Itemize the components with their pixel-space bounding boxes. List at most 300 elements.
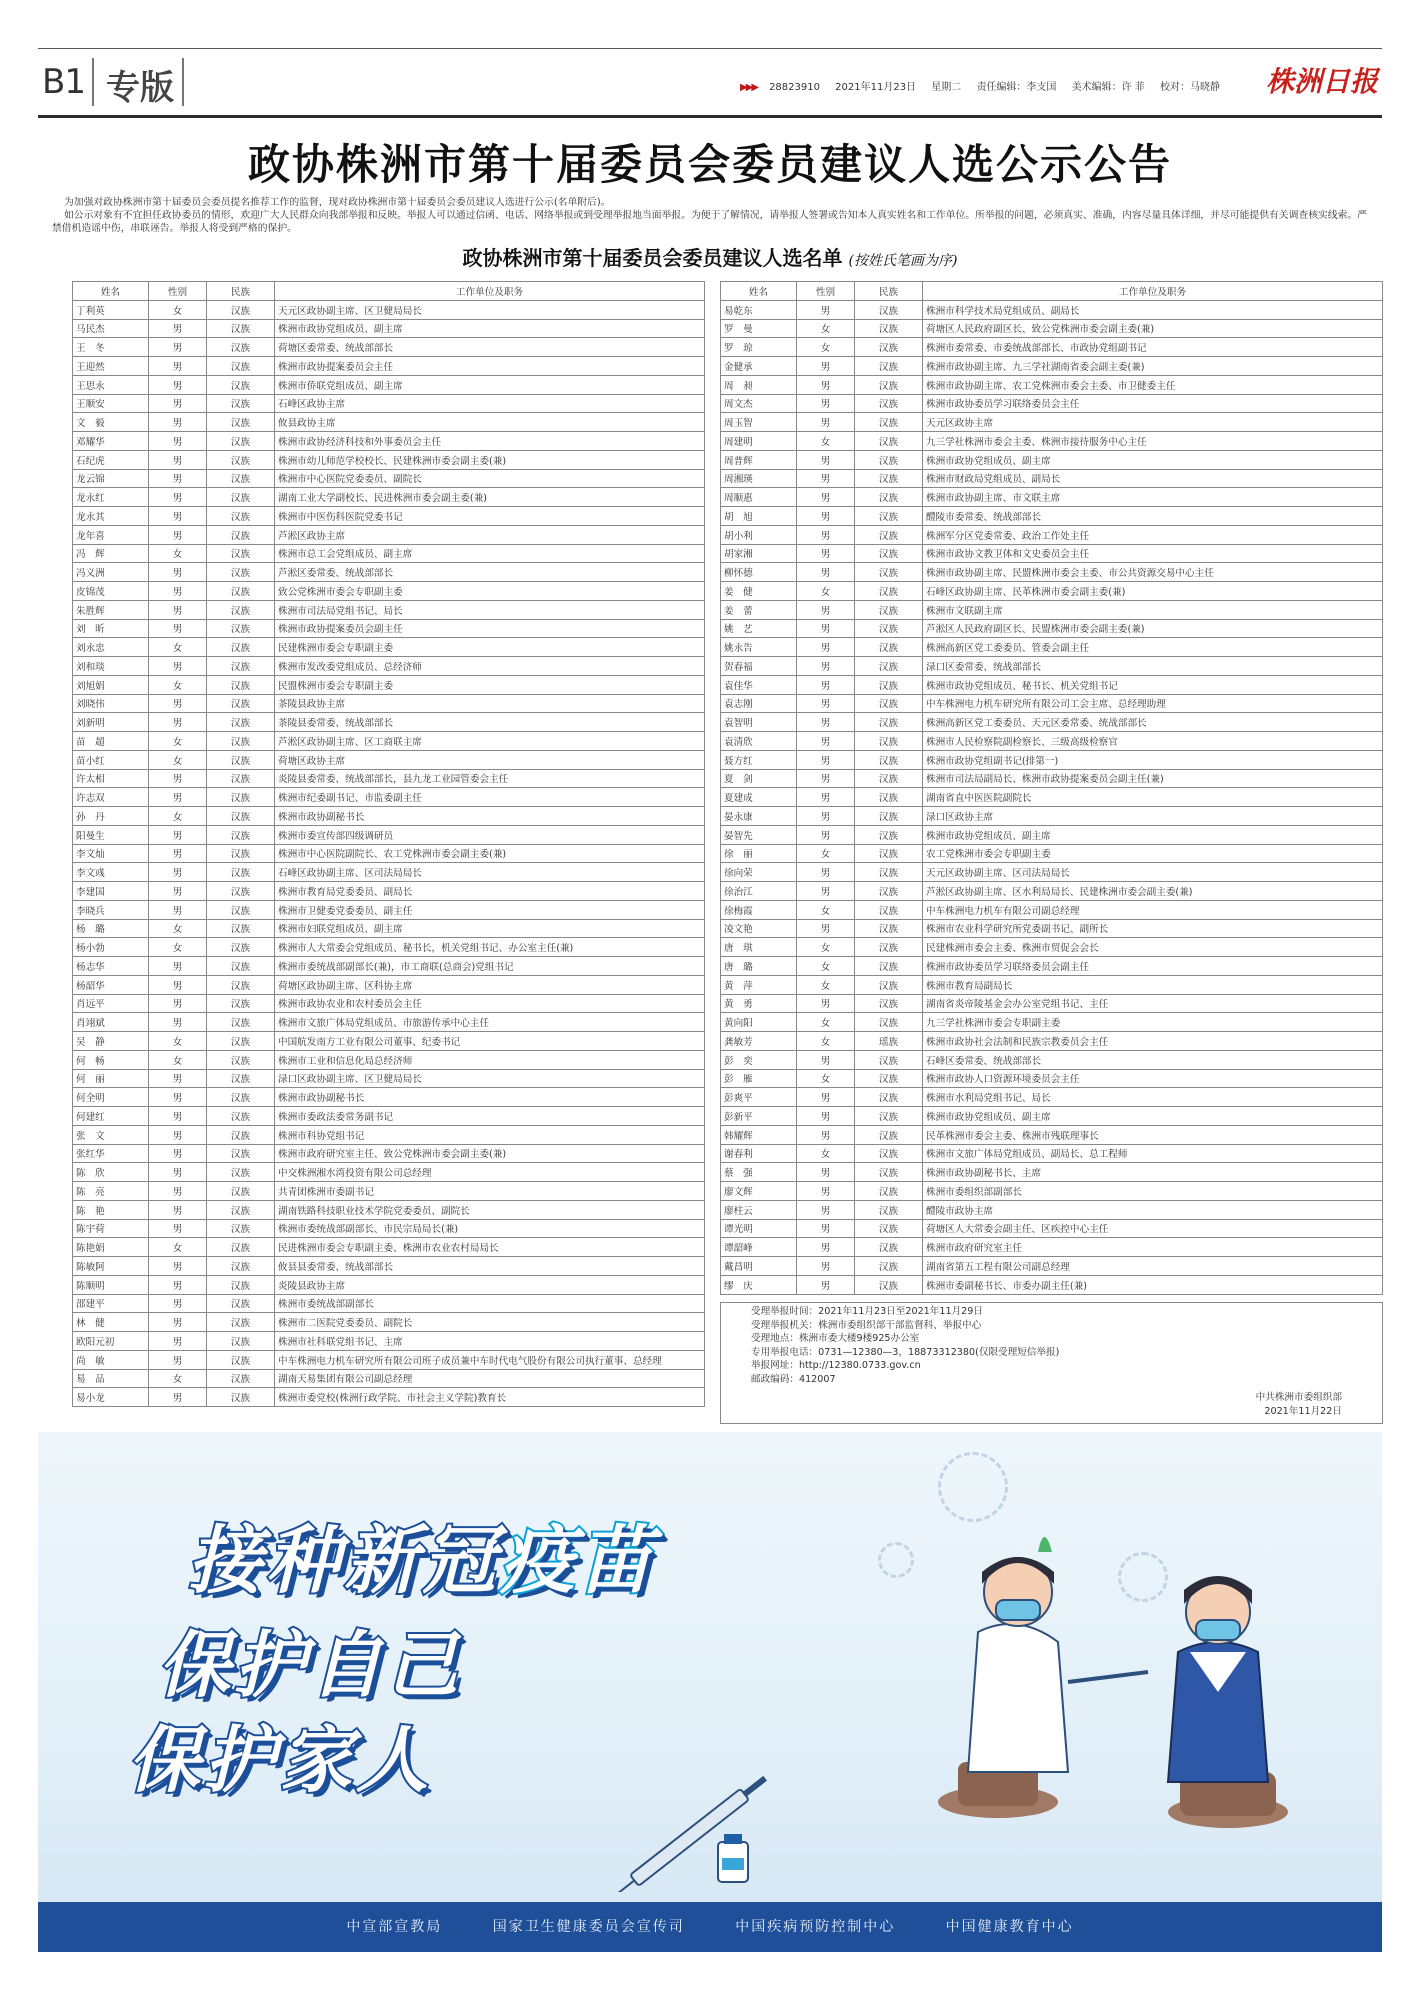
cell-name: 陈 亮 xyxy=(73,1182,149,1201)
cell-ethnicity: 汉族 xyxy=(207,544,275,563)
cell-ethnicity: 汉族 xyxy=(855,1257,923,1276)
cell-name: 袁佳华 xyxy=(721,675,797,694)
cell-gender: 男 xyxy=(149,863,207,882)
cell-name: 彭新平 xyxy=(721,1107,797,1126)
cell-ethnicity: 汉族 xyxy=(855,1238,923,1257)
table-row xyxy=(73,338,705,357)
table-row xyxy=(73,1125,705,1144)
cell-job: 湖南省直中医医院副院长 xyxy=(923,788,1383,807)
cell-job: 天元区政协主席 xyxy=(923,413,1383,432)
cell-gender: 男 xyxy=(149,507,207,526)
cell-ethnicity: 汉族 xyxy=(207,1332,275,1351)
cell-ethnicity: 汉族 xyxy=(207,788,275,807)
report-phone: 专用举报电话：0731—12380—3，18873312380(仅限受理短信举报) xyxy=(751,1346,1060,1358)
cell-name: 龙年喜 xyxy=(73,525,149,544)
cell-gender: 男 xyxy=(149,1107,207,1126)
cell-name: 陈 艳 xyxy=(73,1200,149,1219)
cell-job: 湖南工业大学副校长、民进株洲市委会副主委(兼) xyxy=(275,488,705,507)
cell-job: 炎陵县委常委、统战部部长，县九龙工业园管委会主任 xyxy=(275,769,705,788)
cell-job: 株洲市政协副秘书长 xyxy=(275,1088,705,1107)
cell-gender: 男 xyxy=(149,582,207,601)
cell-name: 李建国 xyxy=(73,882,149,901)
cell-ethnicity: 汉族 xyxy=(855,469,923,488)
cell-gender: 男 xyxy=(797,1238,855,1257)
cell-job: 石峰区委常委、统战部部长 xyxy=(923,1050,1383,1069)
cell-gender: 男 xyxy=(149,788,207,807)
cell-name: 廖柱云 xyxy=(721,1200,797,1219)
cell-gender: 女 xyxy=(797,1013,855,1032)
cell-job: 株洲市文联副主席 xyxy=(923,600,1383,619)
cell-gender: 男 xyxy=(149,769,207,788)
table-row xyxy=(73,1163,705,1182)
cell-name: 龙永其 xyxy=(73,507,149,526)
cell-gender: 女 xyxy=(797,338,855,357)
cell-name: 孙 丹 xyxy=(73,807,149,826)
cell-job: 株洲市政协党组成员、副主席 xyxy=(923,450,1383,469)
table-row xyxy=(73,394,705,413)
table-row xyxy=(721,469,1383,488)
cell-job: 石峰区政协主席 xyxy=(275,394,705,413)
cell-ethnicity: 汉族 xyxy=(207,994,275,1013)
cell-gender: 男 xyxy=(149,1294,207,1313)
cell-job: 株洲市政协副主席、市文联主席 xyxy=(923,488,1383,507)
cell-ethnicity: 汉族 xyxy=(207,375,275,394)
cell-job: 株洲市教育局副局长 xyxy=(923,975,1383,994)
cell-name: 欧阳元初 xyxy=(73,1332,149,1351)
cell-ethnicity: 汉族 xyxy=(207,713,275,732)
cell-job: 荷塘区政协主席 xyxy=(275,750,705,769)
col-job: 工作单位及职务 xyxy=(923,282,1383,301)
cell-ethnicity: 汉族 xyxy=(855,713,923,732)
cell-job: 株洲市政协经济科技和外事委员会主任 xyxy=(275,432,705,451)
cell-gender: 男 xyxy=(149,1144,207,1163)
cell-ethnicity: 汉族 xyxy=(207,563,275,582)
table-row xyxy=(73,525,705,544)
cell-gender: 男 xyxy=(797,638,855,657)
table-row xyxy=(73,975,705,994)
cell-ethnicity: 汉族 xyxy=(207,619,275,638)
virus-icon xyxy=(878,1542,914,1578)
cell-job: 芦淞区委常委、统战部部长 xyxy=(275,563,705,582)
cell-job: 荷塘区人大常委会副主任、区疾控中心主任 xyxy=(923,1219,1383,1238)
table-row xyxy=(721,844,1383,863)
cell-name: 陈 欣 xyxy=(73,1163,149,1182)
col-job: 工作单位及职务 xyxy=(275,282,705,301)
slogan-line-1 xyxy=(188,1502,656,1608)
sponsor-bar xyxy=(38,1902,1382,1952)
cell-job: 株洲市政协党组成员、副主席 xyxy=(923,1107,1383,1126)
cell-name: 杨小勃 xyxy=(73,938,149,957)
list-note: (按姓氏笔画为序) xyxy=(848,253,958,269)
cell-ethnicity: 汉族 xyxy=(855,900,923,919)
cell-gender: 女 xyxy=(149,1369,207,1388)
table-row xyxy=(73,1107,705,1126)
masthead xyxy=(38,48,1382,118)
cell-gender: 男 xyxy=(797,694,855,713)
cell-name: 姚 艺 xyxy=(721,619,797,638)
cell-gender: 男 xyxy=(797,1275,855,1294)
cell-name: 杨志华 xyxy=(73,957,149,976)
cell-name: 吴 静 xyxy=(73,1032,149,1051)
cell-name: 晏智先 xyxy=(721,825,797,844)
cell-gender: 男 xyxy=(149,1332,207,1351)
cell-name: 贺春福 xyxy=(721,657,797,676)
cell-job: 株洲市政协党组成员、秘书长、机关党组书记 xyxy=(923,675,1383,694)
table-row xyxy=(721,919,1383,938)
cell-job: 株洲市政协副秘书长、主席 xyxy=(923,1163,1383,1182)
cell-ethnicity: 汉族 xyxy=(855,807,923,826)
table-row xyxy=(73,375,705,394)
vaccine-syringe-icon xyxy=(598,1762,798,1892)
cell-gender: 男 xyxy=(149,657,207,676)
cell-job: 株洲市政府研究室主任、致公党株洲市委会副主委(兼) xyxy=(275,1144,705,1163)
cell-name: 黄 勇 xyxy=(721,994,797,1013)
table-row xyxy=(73,900,705,919)
cell-job: 株洲市政府研究室主任 xyxy=(923,1238,1383,1257)
cell-name: 凌文艳 xyxy=(721,919,797,938)
cell-ethnicity: 汉族 xyxy=(207,844,275,863)
cell-name: 何 丽 xyxy=(73,1069,149,1088)
table-row xyxy=(73,582,705,601)
cell-job: 株洲市科学技术局党组成员、副局长 xyxy=(923,300,1383,319)
cell-job: 株洲市教育局党委委员、副局长 xyxy=(275,882,705,901)
cell-ethnicity: 汉族 xyxy=(855,1107,923,1126)
phone: 28823910 xyxy=(769,82,820,93)
cell-name: 许太相 xyxy=(73,769,149,788)
cell-ethnicity: 汉族 xyxy=(207,1219,275,1238)
cell-ethnicity: 汉族 xyxy=(855,582,923,601)
cell-ethnicity: 汉族 xyxy=(855,1182,923,1201)
cell-job: 渌口区政协副主席、区卫健局局长 xyxy=(275,1069,705,1088)
list-title xyxy=(0,242,1420,271)
cell-name: 周湘瑛 xyxy=(721,469,797,488)
table-row xyxy=(73,732,705,751)
cell-gender: 女 xyxy=(797,975,855,994)
sponsor: 中宣部宣教局 xyxy=(346,1919,443,1935)
cell-gender: 男 xyxy=(149,619,207,638)
table-row xyxy=(721,975,1383,994)
report-agency: 受理举报机关：株洲市委组织部干部监督科、举报中心 xyxy=(751,1319,982,1331)
cell-name: 陈敏阿 xyxy=(73,1257,149,1276)
cell-name: 谢春利 xyxy=(721,1144,797,1163)
cell-ethnicity: 汉族 xyxy=(207,469,275,488)
cell-gender: 男 xyxy=(149,994,207,1013)
cell-gender: 男 xyxy=(149,1257,207,1276)
table-row xyxy=(73,1200,705,1219)
cell-ethnicity: 汉族 xyxy=(207,450,275,469)
editor: 责任编辑：李支国 xyxy=(976,82,1057,93)
cell-ethnicity: 汉族 xyxy=(855,919,923,938)
cell-job: 株洲市工业和信息化局总经济师 xyxy=(275,1050,705,1069)
cell-gender: 男 xyxy=(149,1200,207,1219)
table-row xyxy=(73,844,705,863)
table-row xyxy=(721,994,1383,1013)
cell-gender: 男 xyxy=(797,863,855,882)
cell-ethnicity: 汉族 xyxy=(855,938,923,957)
table-row xyxy=(73,1313,705,1332)
cell-job: 湖南天易集团有限公司副总经理 xyxy=(275,1369,705,1388)
cell-name: 苗 超 xyxy=(73,732,149,751)
table-row xyxy=(721,769,1383,788)
cell-job: 株洲市政协副主席、农工党株洲市委会主委、市卫健委主任 xyxy=(923,375,1383,394)
table-row xyxy=(721,488,1383,507)
cell-name: 陈艳娟 xyxy=(73,1238,149,1257)
cell-gender: 男 xyxy=(149,844,207,863)
slogan-text: 接种新冠 xyxy=(188,1518,500,1604)
cell-ethnicity: 汉族 xyxy=(855,600,923,619)
cell-gender: 女 xyxy=(149,638,207,657)
cell-job: 致公党株洲市委会专职副主委 xyxy=(275,582,705,601)
cell-job: 中交株洲湘水湾投资有限公司总经理 xyxy=(275,1163,705,1182)
cell-ethnicity: 汉族 xyxy=(207,432,275,451)
cell-gender: 男 xyxy=(149,375,207,394)
cell-job: 株洲市文旅广体局党组成员、市旅游传承中心主任 xyxy=(275,1013,705,1032)
cell-gender: 女 xyxy=(797,1032,855,1051)
cell-gender: 男 xyxy=(797,394,855,413)
cell-ethnicity: 汉族 xyxy=(207,1257,275,1276)
cell-name: 姜 蕾 xyxy=(721,600,797,619)
cell-ethnicity: 汉族 xyxy=(855,975,923,994)
cell-gender: 男 xyxy=(797,525,855,544)
cell-job: 攸县县委常委、统战部部长 xyxy=(275,1257,705,1276)
cell-gender: 男 xyxy=(797,732,855,751)
table-header xyxy=(721,282,1383,301)
cell-gender: 男 xyxy=(149,1219,207,1238)
cell-ethnicity: 汉族 xyxy=(207,1013,275,1032)
cell-gender: 男 xyxy=(149,1163,207,1182)
cell-gender: 男 xyxy=(149,1013,207,1032)
cell-gender: 男 xyxy=(149,1275,207,1294)
table-row xyxy=(721,357,1383,376)
cell-ethnicity: 瑶族 xyxy=(855,1032,923,1051)
cell-job: 株洲市委常委、市委统战部部长、市政协党组副书记 xyxy=(923,338,1383,357)
table-row xyxy=(73,863,705,882)
cell-ethnicity: 汉族 xyxy=(855,1144,923,1163)
cell-ethnicity: 汉族 xyxy=(855,319,923,338)
table-row xyxy=(721,1050,1383,1069)
cell-gender: 男 xyxy=(797,619,855,638)
cell-name: 王迎然 xyxy=(73,357,149,376)
cell-job: 炎陵县政协主席 xyxy=(275,1275,705,1294)
cell-job: 株洲市政协社会法制和民族宗教委员会主任 xyxy=(923,1032,1383,1051)
cell-name: 陈宇荷 xyxy=(73,1219,149,1238)
table-row xyxy=(721,1257,1383,1276)
cell-name: 龚敏芳 xyxy=(721,1032,797,1051)
cell-name: 肖翊斌 xyxy=(73,1013,149,1032)
table-row xyxy=(73,1219,705,1238)
cell-job: 渌口区政协主席 xyxy=(923,807,1383,826)
cell-gender: 男 xyxy=(797,1088,855,1107)
table-row xyxy=(721,1032,1383,1051)
cell-name: 刘旭娟 xyxy=(73,675,149,694)
cell-gender: 男 xyxy=(797,1182,855,1201)
cell-name: 胡家湘 xyxy=(721,544,797,563)
cell-job: 株洲市科协党组书记 xyxy=(275,1125,705,1144)
table-row xyxy=(73,1144,705,1163)
table-header xyxy=(73,282,705,301)
cell-job: 株洲市委副秘书长、市委办副主任(兼) xyxy=(923,1275,1383,1294)
roster-table-left xyxy=(72,281,705,1407)
cell-name: 徐 丽 xyxy=(721,844,797,863)
cell-ethnicity: 汉族 xyxy=(855,769,923,788)
cell-ethnicity: 汉族 xyxy=(207,1369,275,1388)
table-row xyxy=(73,1182,705,1201)
cell-gender: 男 xyxy=(149,319,207,338)
cell-ethnicity: 汉族 xyxy=(207,1294,275,1313)
table-row xyxy=(721,319,1383,338)
table-row xyxy=(721,675,1383,694)
table-row xyxy=(73,619,705,638)
list-title-text: 政协株洲市第十届委员会委员建议人选名单 xyxy=(462,246,843,270)
cell-job: 醴陵市委常委、统战部部长 xyxy=(923,507,1383,526)
cell-ethnicity: 汉族 xyxy=(855,357,923,376)
cell-name: 姜 健 xyxy=(721,582,797,601)
cell-job: 株洲市中心医院副院长、农工党株洲市委会副主委(兼) xyxy=(275,844,705,863)
cell-gender: 男 xyxy=(797,413,855,432)
table-row xyxy=(73,807,705,826)
cell-gender: 男 xyxy=(797,807,855,826)
cell-ethnicity: 汉族 xyxy=(855,1050,923,1069)
cell-gender: 男 xyxy=(149,1388,207,1407)
cell-gender: 女 xyxy=(149,750,207,769)
cell-gender: 男 xyxy=(149,357,207,376)
table-row xyxy=(73,938,705,957)
slogan-highlight: 疫苗 xyxy=(500,1518,656,1604)
table-row xyxy=(721,544,1383,563)
table-row xyxy=(721,732,1383,751)
cell-gender: 男 xyxy=(797,1219,855,1238)
cell-job: 共青团株洲市委副书记 xyxy=(275,1182,705,1201)
cell-name: 苗小红 xyxy=(73,750,149,769)
cell-name: 缪 庆 xyxy=(721,1275,797,1294)
table-row xyxy=(73,563,705,582)
cell-ethnicity: 汉族 xyxy=(207,638,275,657)
table-row xyxy=(721,657,1383,676)
cell-ethnicity: 汉族 xyxy=(207,1313,275,1332)
issuer-org: 中共株洲市委组织部 xyxy=(1255,1392,1342,1403)
cell-job: 芦淞区人民政府副区长、民盟株洲市委会副主委(兼) xyxy=(923,619,1383,638)
cell-ethnicity: 汉族 xyxy=(855,788,923,807)
cell-name: 彭 奕 xyxy=(721,1050,797,1069)
cell-name: 罗 曼 xyxy=(721,319,797,338)
cell-gender: 男 xyxy=(149,1182,207,1201)
cell-gender: 男 xyxy=(797,769,855,788)
cell-ethnicity: 汉族 xyxy=(855,544,923,563)
table-row xyxy=(721,1144,1383,1163)
cell-name: 何建红 xyxy=(73,1107,149,1126)
cell-job: 民进株洲市委会专职副主委、株洲市农业农村局局长 xyxy=(275,1238,705,1257)
cell-gender: 男 xyxy=(797,1050,855,1069)
cell-gender: 男 xyxy=(149,450,207,469)
cell-ethnicity: 汉族 xyxy=(855,507,923,526)
cell-job: 株洲市委统战部副部长(兼)，市工商联(总商会)党组书记 xyxy=(275,957,705,976)
cell-ethnicity: 汉族 xyxy=(855,1088,923,1107)
weekday: 星期二 xyxy=(931,82,962,93)
cell-ethnicity: 汉族 xyxy=(207,413,275,432)
cell-gender: 女 xyxy=(149,807,207,826)
table-row xyxy=(73,507,705,526)
cell-name: 李文灿 xyxy=(73,844,149,863)
cell-gender: 男 xyxy=(797,300,855,319)
divider xyxy=(92,58,94,106)
cell-name: 何 畅 xyxy=(73,1050,149,1069)
col-name: 姓名 xyxy=(73,282,149,301)
table-row xyxy=(73,675,705,694)
cell-gender: 女 xyxy=(797,582,855,601)
table-row xyxy=(73,319,705,338)
cell-name: 冯 辉 xyxy=(73,544,149,563)
cell-gender: 男 xyxy=(149,882,207,901)
cell-job: 株洲市司法局副局长、株洲市政协提案委员会副主任(兼) xyxy=(923,769,1383,788)
table-row xyxy=(721,563,1383,582)
cell-ethnicity: 汉族 xyxy=(207,807,275,826)
cell-gender: 男 xyxy=(149,432,207,451)
cell-ethnicity: 汉族 xyxy=(207,1275,275,1294)
cell-gender: 男 xyxy=(149,694,207,713)
cell-ethnicity: 汉族 xyxy=(855,413,923,432)
table-row xyxy=(73,1069,705,1088)
cell-name: 何全明 xyxy=(73,1088,149,1107)
cell-name: 丁利英 xyxy=(73,300,149,319)
cell-ethnicity: 汉族 xyxy=(207,582,275,601)
table-row xyxy=(721,788,1383,807)
cell-job: 湖南省第五工程有限公司副总经理 xyxy=(923,1257,1383,1276)
table-row xyxy=(73,769,705,788)
cell-gender: 女 xyxy=(797,1144,855,1163)
page-number: B1 xyxy=(42,62,85,102)
slogan-line-3: 保护家人 xyxy=(128,1718,433,1802)
cell-ethnicity: 汉族 xyxy=(207,1350,275,1369)
cell-name: 张 文 xyxy=(73,1125,149,1144)
cell-gender: 男 xyxy=(149,563,207,582)
cell-name: 徐向荣 xyxy=(721,863,797,882)
table-row xyxy=(721,825,1383,844)
table-row xyxy=(73,1332,705,1351)
proofreader: 校对：马晓静 xyxy=(1160,82,1220,93)
cell-ethnicity: 汉族 xyxy=(855,957,923,976)
cell-name: 易 品 xyxy=(73,1369,149,1388)
cell-gender: 女 xyxy=(149,1032,207,1051)
cell-ethnicity: 汉族 xyxy=(207,1125,275,1144)
cell-gender: 女 xyxy=(797,319,855,338)
cell-name: 晏永康 xyxy=(721,807,797,826)
cell-gender: 男 xyxy=(149,488,207,507)
cell-ethnicity: 汉族 xyxy=(855,638,923,657)
table-row xyxy=(73,1238,705,1257)
cell-ethnicity: 汉族 xyxy=(207,319,275,338)
cell-job: 株洲市政协副主席、九三学社湖南省委会副主委(兼) xyxy=(923,357,1383,376)
cell-ethnicity: 汉族 xyxy=(207,957,275,976)
cell-job: 九三学社株洲市委会主委、株洲市接待服务中心主任 xyxy=(923,432,1383,451)
table-row xyxy=(73,882,705,901)
cell-ethnicity: 汉族 xyxy=(855,300,923,319)
cell-gender: 女 xyxy=(797,844,855,863)
cell-name: 徐梅霞 xyxy=(721,900,797,919)
cell-name: 林 健 xyxy=(73,1313,149,1332)
table-row xyxy=(721,582,1383,601)
cell-job: 株洲市发改委党组成员、总经济师 xyxy=(275,657,705,676)
table-row xyxy=(73,488,705,507)
cell-job: 湖南省炎帝陵基金会办公室党组书记、主任 xyxy=(923,994,1383,1013)
cell-job: 株洲市政协委员学习联络委员会主任 xyxy=(923,394,1383,413)
intro-text xyxy=(52,196,1376,235)
cell-name: 周 昶 xyxy=(721,375,797,394)
cell-gender: 男 xyxy=(149,1350,207,1369)
cell-ethnicity: 汉族 xyxy=(855,657,923,676)
cell-job: 株洲市侨联党组成员、副主席 xyxy=(275,375,705,394)
table-row xyxy=(73,788,705,807)
table-row xyxy=(721,300,1383,319)
